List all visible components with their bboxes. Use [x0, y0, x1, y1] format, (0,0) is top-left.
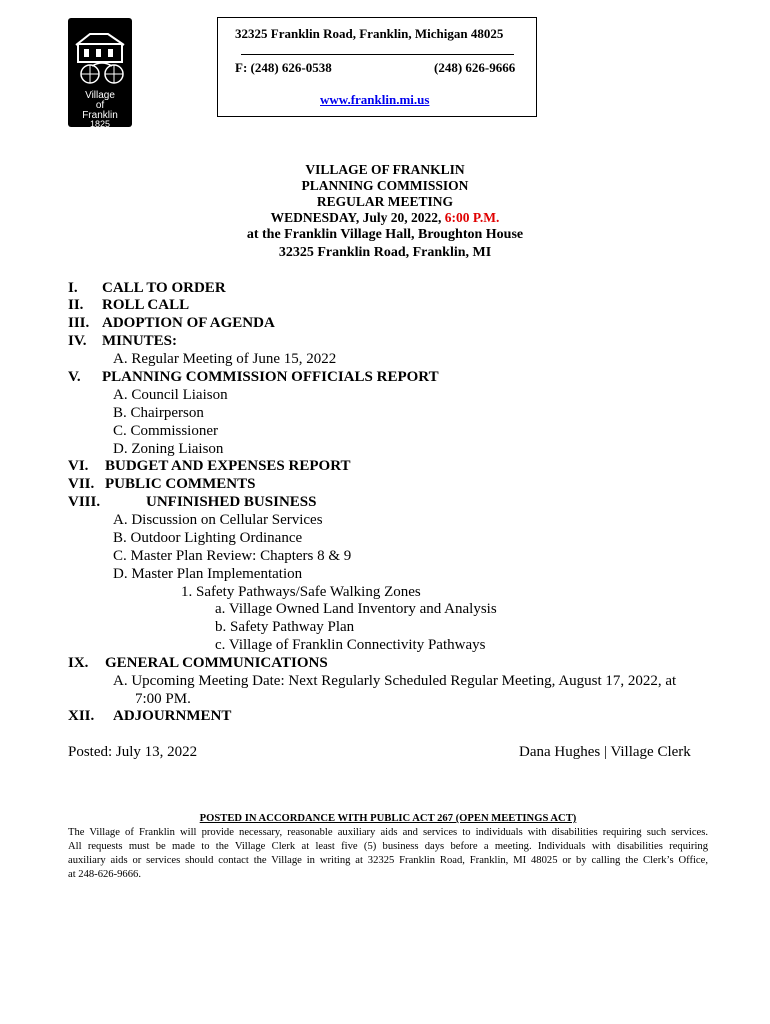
agenda-item-adoption: ADOPTION OF AGENDA	[102, 315, 275, 331]
notice-heading: POSTED IN ACCORDANCE WITH PUBLIC ACT 267 (OPEN MEETINGS ACT)	[199, 813, 577, 824]
agenda-subitem: B. Chairperson	[113, 405, 204, 421]
agenda-item-minutes: MINUTES:	[102, 333, 178, 349]
agenda-item-general-communications: GENERAL COMMUNICATIONS	[105, 655, 328, 671]
logo-text-of: of	[95, 100, 105, 111]
logo-text-village: Village	[85, 90, 115, 101]
title-commission: PLANNING COMMISSION	[301, 178, 469, 193]
header-website-link[interactable]: www.franklin.mi.us	[320, 92, 430, 107]
title-address: 32325 Franklin Road, Franklin, MI	[278, 245, 492, 260]
village-logo	[68, 18, 132, 127]
header-phone: (248) 626-9666	[434, 60, 516, 75]
header-divider	[241, 54, 514, 55]
agenda-subitem-level3: b. Safety Pathway Plan	[215, 619, 355, 635]
agenda-subitem: C. Commissioner	[113, 423, 219, 439]
agenda-subitem-continuation: 7:00 PM.	[135, 691, 191, 707]
notice-line-2: All requests must be made to the Village Clerk at least five (5) business days before a meeting. Individuals with disabilities requiring	[68, 841, 708, 852]
notice-line-3: auxiliary aids or services should contact the Village in writing at 32325 Franklin Road, Franklin, MI 48025 or by calling the Clerk’s Office,	[68, 855, 708, 866]
agenda-num-ii: II.	[68, 297, 84, 313]
carriage-house-icon	[68, 18, 132, 88]
agenda-subitem: A. Council Liaison	[113, 387, 228, 403]
agenda-subitem: A. Upcoming Meeting Date: Next Regularly Scheduled Regular Meeting, August 17, 2022, at	[113, 673, 677, 689]
agenda-item-call-to-order: CALL TO ORDER	[102, 280, 226, 296]
clerk-signature: Dana Hughes | Village Clerk	[519, 744, 691, 760]
agenda-subitem: A. Discussion on Cellular Services	[113, 512, 323, 528]
agenda-subitem: D. Zoning Liaison	[113, 441, 224, 457]
agenda-num-iii: III.	[68, 315, 90, 331]
agenda-item-roll-call: ROLL CALL	[102, 297, 190, 313]
meeting-date: WEDNESDAY, July 20, 2022,	[270, 210, 442, 225]
logo-text-franklin: Franklin	[82, 110, 118, 121]
agenda-item-officials-report: PLANNING COMMISSION OFFICIALS REPORT	[102, 369, 439, 385]
agenda-item-public-comments: PUBLIC COMMENTS	[105, 476, 256, 492]
meeting-time: 6:00 P.M.	[444, 210, 500, 225]
title-date-line	[0, 210, 770, 226]
notice-line-1: The Village of Franklin will provide necessary, reasonable auxiliary aids and services to individuals with disabilities requiring such services.	[68, 827, 708, 838]
agenda-subitem: A. Regular Meeting of June 15, 2022	[113, 351, 337, 367]
agenda-subitem-level3: a. Village Owned Land Inventory and Analysis	[215, 601, 497, 617]
agenda-subitem: C. Master Plan Review: Chapters 8 & 9	[113, 548, 352, 564]
agenda-item-unfinished-business: UNFINISHED BUSINESS	[146, 494, 317, 510]
agenda-item-adjournment: ADJOURNMENT	[113, 708, 232, 724]
agenda-num-i: I.	[68, 280, 78, 296]
contact-header-box	[217, 17, 537, 117]
agenda-num-v: V.	[68, 369, 81, 385]
title-village: VILLAGE OF FRANKLIN	[305, 162, 465, 177]
title-meeting-type: REGULAR MEETING	[316, 194, 454, 209]
agenda-num-vii: VII.	[68, 476, 95, 492]
title-location: at the Franklin Village Hall, Broughton House	[246, 227, 524, 242]
header-fax: F: (248) 626-0538	[235, 60, 332, 75]
posted-date: Posted: July 13, 2022	[68, 744, 198, 760]
notice-line-4: at 248-626-9666.	[68, 869, 141, 880]
header-address: 32325 Franklin Road, Franklin, Michigan 48025	[235, 26, 504, 41]
agenda-num-iv: IV.	[68, 333, 87, 349]
agenda-subitem: B. Outdoor Lighting Ordinance	[113, 530, 303, 546]
logo-text-year: 1825	[89, 119, 111, 129]
agenda-num-ix: IX.	[68, 655, 89, 671]
agenda-subitem-level2: 1. Safety Pathways/Safe Walking Zones	[181, 584, 421, 600]
agenda-subitem: D. Master Plan Implementation	[113, 566, 303, 582]
agenda-num-vi: VI.	[68, 458, 89, 474]
agenda-item-budget: BUDGET AND EXPENSES REPORT	[105, 458, 351, 474]
agenda-subitem-level3: c. Village of Franklin Connectivity Pathways	[215, 637, 486, 653]
agenda-num-viii: VIII.	[68, 494, 101, 510]
agenda-num-xii: XII.	[68, 708, 95, 724]
